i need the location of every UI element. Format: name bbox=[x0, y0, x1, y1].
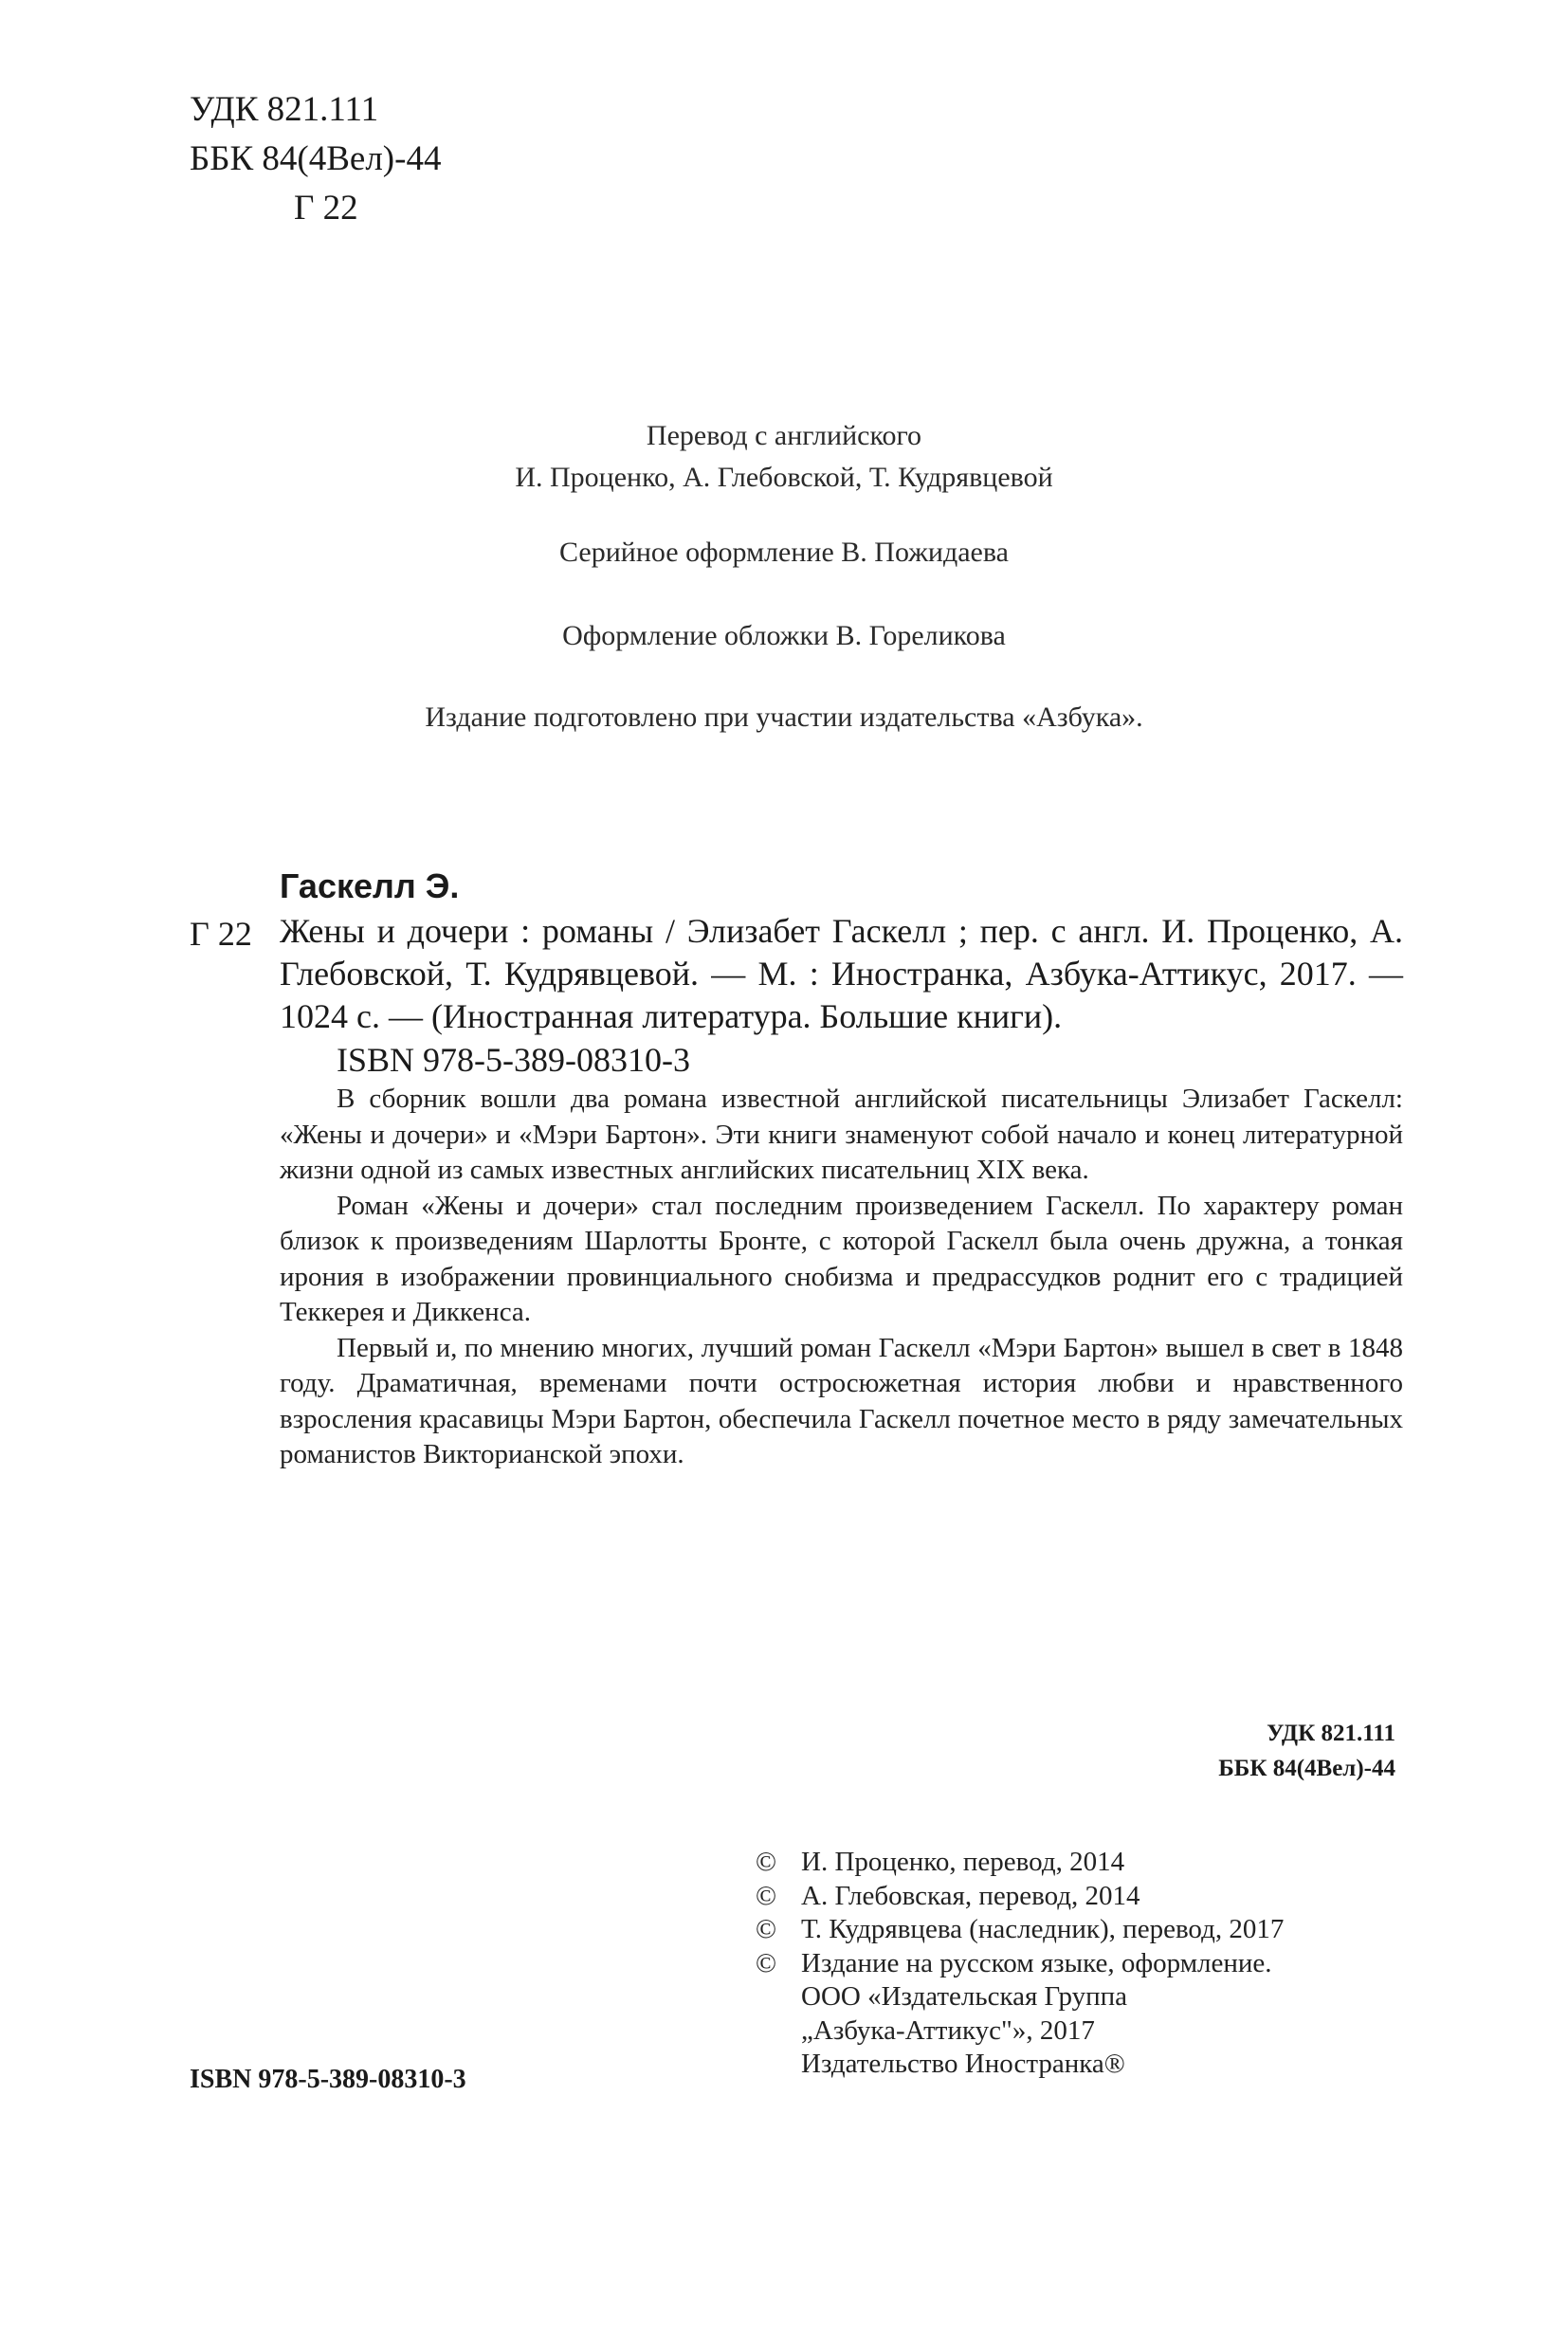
udk-code-bottom: УДК 821.111 bbox=[1267, 1721, 1395, 1746]
annotation-paragraph: Первый и, по мнению многих, лучший роман Гаскелл «Мэри Бартон» вышел в свет в 1848 году. Драматичная, временами почти остросюжетная история любви и нравственного взросления красавицы Мэри Бартон, обеспечила Гаскелл почетное место в ряду замечательных романистов Викторианской эпохи. bbox=[280, 1332, 1403, 1469]
copyright-line: © И. Проценко, перевод, 2014 bbox=[756, 1846, 1284, 1880]
copyright-continuation: ООО «Издательская Группа bbox=[801, 1981, 1128, 2012]
bibliographic-description: Жены и дочери : романы / Элизабет Гаскелл ; пер. с англ. И. Проценко, А. Глебовской, Т. Кудрявцевой. — М. : Иностранка, Азбука-Аттикус, 2017. — 1024 с. — (Иностранная литература. Большие книги). bbox=[280, 912, 1403, 1035]
udk-code: УДК 821.111 bbox=[190, 90, 379, 129]
translation-credit bbox=[0, 415, 1568, 499]
annotation-paragraph: Роман «Жены и дочери» стал последним произведением Гаскелл. По характеру роман близок к произведениям Шарлотты Бронте, с которой Гаскелл была очень дружна, а тонкая ирония в изображении провинциального снобизма и предрассудков роднит его с традицией Теккерея и Диккенса. bbox=[280, 1190, 1403, 1327]
cover-design-credit: Оформление обложки В. Гореликова bbox=[562, 620, 1006, 651]
copyright-icon: © bbox=[756, 1880, 777, 1911]
copyright-icon: © bbox=[756, 1914, 777, 1944]
bbk-code-bottom: ББК 84(4Вел)-44 bbox=[1218, 1756, 1395, 1781]
bbk-code: ББК 84(4Вел)-44 bbox=[190, 139, 442, 178]
catalog-entry bbox=[190, 863, 1403, 1473]
copyright-continuation: „Азбука-Аттикус"», 2017 bbox=[801, 2014, 1095, 2046]
classification-codes-bottom bbox=[1218, 1716, 1395, 1786]
annotation bbox=[280, 1082, 1403, 1473]
copyright-icon: © bbox=[756, 1847, 777, 1877]
translation-line-1: Перевод с английского bbox=[646, 420, 922, 451]
classification-codes-top bbox=[190, 85, 441, 233]
copyright-line: © Т. Кудрявцева (наследник), перевод, 2017 bbox=[756, 1913, 1284, 1947]
copyright-continuation: Издательство Иностранка® bbox=[801, 2049, 1125, 2079]
publisher-note: Издание подготовлено при участии издательства «Азбука». bbox=[425, 702, 1143, 733]
annotation-paragraph: В сборник вошли два романа известной английской писательницы Элизабет Гаскелл: «Жены и дочери» и «Мэри Бартон». Эти книги знаменуют собой начало и конец литературной жизни одной из самых известных английских писательниц XIX века. bbox=[280, 1084, 1403, 1185]
translation-line-2: И. Проценко, А. Глебовской, Т. Кудрявцевой bbox=[515, 462, 1053, 493]
copyright-block bbox=[756, 1846, 1284, 2082]
copyright-line: © А. Глебовская, перевод, 2014 bbox=[756, 1880, 1284, 1914]
entry-author: Гаскелл Э. bbox=[280, 866, 460, 905]
author-mark: Г 22 bbox=[294, 189, 358, 228]
entry-code: Г 22 bbox=[190, 915, 252, 953]
isbn-bottom: ISBN 978-5-389-08310-3 bbox=[190, 2065, 466, 2094]
copyright-icon: © bbox=[756, 1947, 777, 1978]
copyright-line: © Издание на русском языке, оформление. bbox=[756, 1947, 1284, 1981]
entry-isbn: ISBN 978-5-389-08310-3 bbox=[337, 1041, 690, 1079]
series-design-credit: Серийное оформление В. Пожидаева bbox=[559, 537, 1009, 568]
